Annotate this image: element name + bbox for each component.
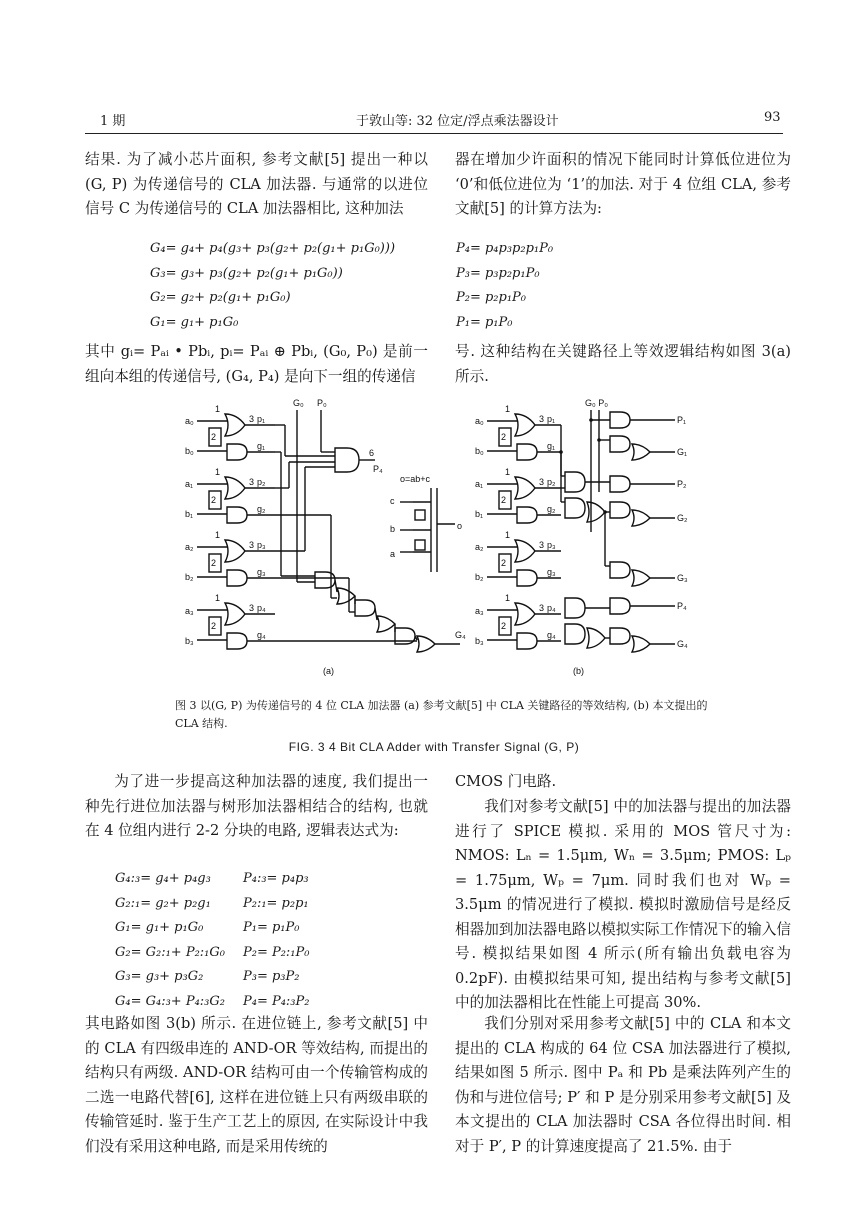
svg-text:1: 1 xyxy=(215,593,221,603)
svg-text:1: 1 xyxy=(505,467,511,477)
equation-row xyxy=(115,892,327,917)
output-6-label: 6 xyxy=(369,448,375,458)
mos-label-c: c xyxy=(390,496,395,506)
equation-g3b: G₃= g₃+ p₃G₂ xyxy=(115,969,204,984)
header-rule xyxy=(85,133,783,134)
equation-p3b: P₃= p₃P₂ xyxy=(242,969,300,984)
circuit-a xyxy=(185,398,466,676)
b-input-a1-label: a₁ xyxy=(475,479,484,489)
equation-row xyxy=(115,965,327,990)
b-input-a0-label: a₀ xyxy=(475,416,484,426)
svg-text:2: 2 xyxy=(501,432,507,442)
equation-p-4-3: P₄:₃= p₄p₃ xyxy=(242,871,309,886)
signal-p3-label: p₃ xyxy=(257,540,266,550)
equation-p1b: P₁= p₁P₀ xyxy=(242,920,300,935)
bit-cell-2 xyxy=(197,530,275,586)
svg-text:2: 2 xyxy=(211,621,217,631)
svg-text:3: 3 xyxy=(249,477,255,487)
after-eq-right-text: 号. 这种结构在关键路径上等效逻辑结构如图 3(a) 所示. xyxy=(455,343,791,385)
input-b1-label: b₁ xyxy=(185,509,194,519)
output-g4-label: G₄ xyxy=(455,630,466,640)
mos-label-o: o xyxy=(457,521,463,531)
circuit-b xyxy=(475,398,688,676)
body-left-paragraph-2: 其电路如图 3(b) 所示. 在进位链上, 参考文献[5] 中的 CLA 有四级串连的 AND-OR 等效结构, 而提出的结构只有两级. AND-OR 结构可由一个传输管构成的二选一电路代替[6], 这样在进位链上只有两级串联的传输管延时. 鉴于生产工艺上的原因, 在实际设计中我们没有采用这种电路, 而是采用传统的 xyxy=(85,1015,428,1155)
b-bit-cell-0 xyxy=(487,404,561,460)
equation-g2b: G₂= G₂:₁+ P₂:₁G₀ xyxy=(115,944,225,960)
svg-text:3: 3 xyxy=(539,603,545,613)
b-output-p4-label: P₄ xyxy=(677,601,687,611)
equation-row xyxy=(115,916,327,941)
b-input-b0-label: b₀ xyxy=(475,446,484,456)
b-output-g2-label: G₂ xyxy=(677,513,688,523)
svg-text:1: 1 xyxy=(505,404,511,414)
svg-text:3: 3 xyxy=(249,603,255,613)
b-output-g3-label: G₃ xyxy=(677,573,688,583)
signal-p4-label: p₄ xyxy=(257,603,266,613)
figure-3-circuit xyxy=(175,392,715,682)
bit-cell-0 xyxy=(197,404,275,460)
equation-g1b: G₁= g₁+ p₁G₀ xyxy=(115,920,204,935)
svg-text:2: 2 xyxy=(501,495,507,505)
signal-g2-label: g₂ xyxy=(257,504,266,514)
equation-g-4-3: G₄:₃= g₄+ p₄g₃ xyxy=(115,871,211,886)
svg-text:2: 2 xyxy=(501,621,507,631)
equation-p2: P₂= p₂p₁P₀ xyxy=(456,290,527,305)
intro-right-text: 器在增加少许面积的情况下能同时计算低位进位为 ‘0’和低位进位为 ‘1’的加法. 对于 4 位组 CLA, 参考文献[5] 的计算方法为: xyxy=(455,151,791,217)
running-title: 于敦山等: 32 位定/浮点乘法器设计 xyxy=(356,114,559,129)
equation-p-2-1: P₂:₁= p₂p₁ xyxy=(242,895,309,911)
equation-g4: G₄= g₄+ p₄(g₃+ p₃(g₂+ p₂(g₁+ p₁G₀))) xyxy=(150,241,396,256)
equation-row xyxy=(115,941,327,966)
signal-g0-label: G₀ xyxy=(293,398,304,408)
body-right-paragraph-3: 我们分别对采用参考文献[5] 中的 CLA 和本文提出的 CLA 构成的 64 位 CSA 加法器进行了模拟, 结果如图 5 所示. 图中 Pₐ 和 Pb 是乘法阵列产生的伪和与进位信号; P′ 和 P 是分别采用参考文献[5] 及本文提出的 CLA 加法器时 CSA 各位得出时间. 相对于 P′, P 的计算速度提高了 21.5%. 由于 xyxy=(455,1015,791,1155)
body-right-paragraph-2: 我们对参考文献[5] 中的加法器与提出的加法器进行了 SPICE 模拟. 采用的 MOS 管尺寸为: NMOS: Lₙ = 1.5μm, Wₙ = 3.5μm; PMOS: Lₚ = 1.75μm, Wₚ = 7μm. 同时我们也对 Wₚ = 3.5μm 的情况进行了模拟. 模拟时激励信号是经反相器加到加法器电路以模拟实际工作情况下的输入信号. 模拟结果如图 4 所示(所有输出负载电容为 0.2pF). 由模拟结果可知, 提出结构与参考文献[5] 中的加法器相比在性能上可提高 30%. xyxy=(455,798,791,1011)
svg-text:3: 3 xyxy=(249,540,255,550)
b-input-a3-label: a₃ xyxy=(475,606,484,616)
input-a3-label: a₃ xyxy=(185,606,194,616)
b-input-b2-label: b₂ xyxy=(475,572,484,582)
signal-g1-label: g₁ xyxy=(257,441,266,451)
equations-p-block xyxy=(456,237,553,335)
equation-g4b: G₄= G₄:₃+ P₄:₃G₂ xyxy=(115,993,225,1009)
signal-p1-label: p₁ xyxy=(257,414,266,424)
label-b: (b) xyxy=(573,666,584,676)
equation-p3: P₃= p₃p₂p₁P₀ xyxy=(456,265,540,281)
bit-cell-3 xyxy=(197,593,275,649)
svg-text:2: 2 xyxy=(211,495,217,505)
equations-g-block xyxy=(150,237,395,335)
b-bit-cell-3 xyxy=(487,593,561,649)
intro-left-text: 结果. 为了减小芯片面积, 参考文献[5] 提出一种以 (G, P) 为传递信号的 CLA 加法器. 与通常的以进位信号 C 为传递信号的 CLA 加法器相比, 这种加法 xyxy=(85,151,428,217)
b-output-p1-label: P₁ xyxy=(677,415,687,425)
svg-text:1: 1 xyxy=(215,404,221,414)
svg-text:2: 2 xyxy=(211,558,217,568)
signal-p2-label: p₂ xyxy=(257,477,266,487)
b-bit-cell-2 xyxy=(487,530,561,586)
mos-equation: o=ab+c xyxy=(400,474,431,484)
mos-inset xyxy=(390,474,462,572)
svg-text:2: 2 xyxy=(501,558,507,568)
signal-g3-label: g₃ xyxy=(257,567,266,577)
input-b3-label: b₃ xyxy=(185,636,194,646)
b-signal-g1-label: g₁ xyxy=(547,441,556,451)
svg-text:3: 3 xyxy=(539,414,545,424)
svg-text:1: 1 xyxy=(215,467,221,477)
svg-text:1: 1 xyxy=(505,530,511,540)
b-output-g1-label: G₁ xyxy=(677,447,688,457)
signal-g4-label: g₄ xyxy=(257,630,266,640)
page-number: 93 xyxy=(764,110,781,125)
bit-cell-1 xyxy=(197,467,275,523)
b-signal-p3-label: p₃ xyxy=(547,540,556,550)
body-left-paragraph-1: 为了进一步提高这种加法器的速度, 我们提出一种先行进位加法器与树形加法器相结合的结构, 也就在 4 位组内进行 2-2 分块的电路, 逻辑表达式为: xyxy=(85,773,428,839)
equation-g-2-1: G₂:₁= g₂+ p₂g₁ xyxy=(115,895,211,911)
equation-p2b: P₂= P₂:₁P₀ xyxy=(242,944,310,960)
mos-label-a: a xyxy=(390,549,396,559)
equations2-table xyxy=(115,867,327,1014)
equation-g1: G₁= g₁+ p₁G₀ xyxy=(150,314,239,330)
svg-text:3: 3 xyxy=(249,414,255,424)
svg-text:2: 2 xyxy=(211,432,217,442)
issue-label: 1 期 xyxy=(100,114,126,129)
input-a2-label: a₂ xyxy=(185,542,194,552)
b-output-g4-label: G₄ xyxy=(677,639,688,649)
output-p4-label: P₄ xyxy=(373,464,383,474)
b-signal-g0p0-label: G₀ P₀ xyxy=(585,398,608,408)
b-input-b1-label: b₁ xyxy=(475,509,484,519)
b-signal-p4-label: p₄ xyxy=(547,603,556,613)
svg-text:3: 3 xyxy=(539,477,545,487)
equation-p4: P₄= p₄p₃p₂p₁P₀ xyxy=(456,241,554,256)
equation-p1: P₁= p₁P₀ xyxy=(456,314,513,330)
input-b2-label: b₂ xyxy=(185,572,194,582)
b-output-p2-label: P₂ xyxy=(677,479,687,489)
b-signal-g3-label: g₃ xyxy=(547,567,556,577)
equation-p4b: P₄= P₄:₃P₂ xyxy=(242,993,310,1009)
input-a1-label: a₁ xyxy=(185,479,194,489)
page-header xyxy=(0,110,868,132)
label-a: (a) xyxy=(323,666,334,676)
b-signal-g2-label: g₂ xyxy=(547,504,556,514)
b-signal-g4-label: g₄ xyxy=(547,630,556,640)
b-signal-p1-label: p₁ xyxy=(547,414,556,424)
svg-text:1: 1 xyxy=(505,593,511,603)
svg-text:3: 3 xyxy=(539,540,545,550)
b-input-b3-label: b₃ xyxy=(475,636,484,646)
after-eq-left-text: 其中 gᵢ= Pₐᵢ • Pbᵢ, pᵢ= Pₐᵢ ⊕ Pbᵢ, (G₀, P₀) 是前一组向本组的传递信号, (G₄, P₄) 是向下一组的传递信 xyxy=(85,343,428,385)
b-input-a2-label: a₂ xyxy=(475,542,484,552)
svg-text:1: 1 xyxy=(215,530,221,540)
figure-caption-zh: 图 3 以(G, P) 为传递信号的 4 位 CLA 加法器 (a) 参考文献[5] 中 CLA 关键路径的等效结构, (b) 本文提出的 CLA 结构. xyxy=(175,699,708,730)
b-signal-p2-label: p₂ xyxy=(547,477,556,487)
equation-g3: G₃= g₃+ p₃(g₂+ p₂(g₁+ p₁G₀)) xyxy=(150,265,343,281)
equation-row xyxy=(115,990,327,1015)
input-b0-label: b₀ xyxy=(185,446,194,456)
body-right-paragraph-1: CMOS 门电路. xyxy=(455,773,557,790)
equation-row xyxy=(115,867,327,892)
figure-caption-en: FIG. 3 4 Bit CLA Adder with Transfer Signal (G, P) xyxy=(288,740,580,754)
b-bit-cell-1 xyxy=(487,467,561,523)
equation-g2: G₂= g₂+ p₂(g₁+ p₁G₀) xyxy=(150,290,291,305)
input-a0-label: a₀ xyxy=(185,416,194,426)
mos-label-b: b xyxy=(390,524,396,534)
signal-p0-label: P₀ xyxy=(317,398,327,408)
